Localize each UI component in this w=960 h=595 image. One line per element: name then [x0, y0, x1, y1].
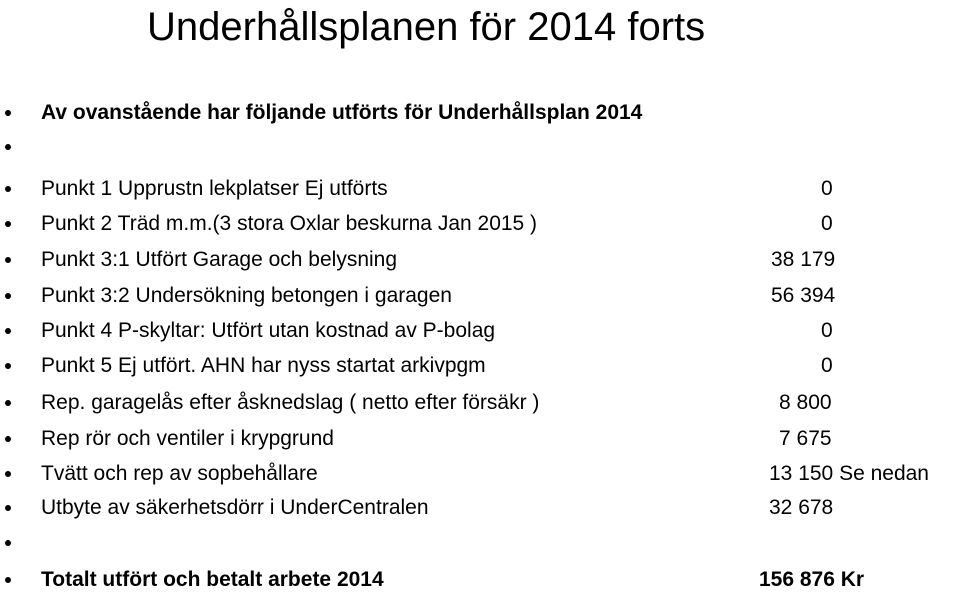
bullet-item-punkt-4: [0, 316, 960, 346]
slide-title: Underhållsplanen för 2014 forts: [147, 5, 706, 49]
bullet-item-empty: [0, 132, 960, 162]
bullet-dot: [5, 505, 11, 511]
bullet-item-punkt-1: [0, 174, 960, 204]
bullet-label: Totalt utfört och betalt arbete 2014: [41, 568, 384, 591]
bullet-amount: 0: [821, 212, 833, 235]
bullet-amount: 13 150 Se nedan: [769, 462, 929, 485]
bullet-item-punkt-3-1: [0, 245, 960, 275]
bullet-dot: [5, 257, 11, 263]
bullet-label: Rep. garagelås efter åsknedslag ( netto efter försäkr ): [41, 391, 540, 414]
bullet-label: Punkt 1 Upprustn lekplatser Ej utförts: [41, 177, 388, 200]
bullet-label: Rep rör och ventiler i krypgrund: [41, 427, 334, 450]
bullet-dot: [5, 293, 11, 299]
bullet-item-sopbehallare: [0, 459, 960, 489]
bullet-dot: [5, 436, 11, 442]
bullet-label: Punkt 2 Träd m.m.(3 stora Oxlar beskurna Jan 2015 ): [41, 212, 538, 235]
bullet-item-punkt-5: [0, 351, 960, 381]
bullet-item-garagelas: [0, 388, 960, 418]
bullet-amount: 0: [821, 177, 833, 200]
bullet-amount: 38 179: [771, 248, 836, 271]
bullet-label: Punkt 5 Ej utfört. AHN har nyss startat arkivpgm: [41, 354, 486, 377]
bullet-amount: 0: [821, 354, 833, 377]
bullet-item-intro: [0, 98, 960, 128]
bullet-dot: [5, 540, 11, 546]
bullet-amount: 8 800: [779, 391, 832, 414]
bullet-amount: 7 675: [779, 427, 832, 450]
bullet-dot: [5, 400, 11, 406]
total-amount: 156 876 Kr: [759, 568, 865, 591]
bullet-dot: [5, 186, 11, 192]
bullet-amount: 0: [821, 319, 833, 342]
bullet-item-punkt-2: [0, 209, 960, 239]
bullet-dot: [5, 363, 11, 369]
bullet-item-punkt-3-2: [0, 281, 960, 311]
bullet-dot: [5, 110, 11, 116]
bullet-dot: [5, 328, 11, 334]
bullet-item-ror-ventiler: [0, 424, 960, 454]
bullet-amount: 56 394: [771, 284, 836, 307]
bullet-dot: [5, 577, 11, 583]
bullet-dot: [5, 144, 11, 150]
bullet-label: Utbyte av säkerhetsdörr i UnderCentralen: [41, 496, 429, 519]
bullet-dot: [5, 221, 11, 227]
bullet-amount: 32 678: [769, 496, 834, 519]
bullet-item-sakerhetsdorr: [0, 493, 960, 523]
bullet-dot: [5, 471, 11, 477]
bullet-item-empty-2: [0, 528, 960, 558]
bullet-label: Punkt 3:2 Undersökning betongen i garagen: [41, 284, 452, 307]
bullet-label: Punkt 4 P-skyltar: Utfört utan kostnad av P-bolag: [41, 319, 496, 342]
bullet-label: Tvätt och rep av sopbehållare: [41, 462, 318, 485]
bullet-label: Punkt 3:1 Utfört Garage och belysning: [41, 248, 398, 271]
bullet-label: Av ovanstående har följande utförts för Underhållsplan 2014: [41, 101, 643, 124]
